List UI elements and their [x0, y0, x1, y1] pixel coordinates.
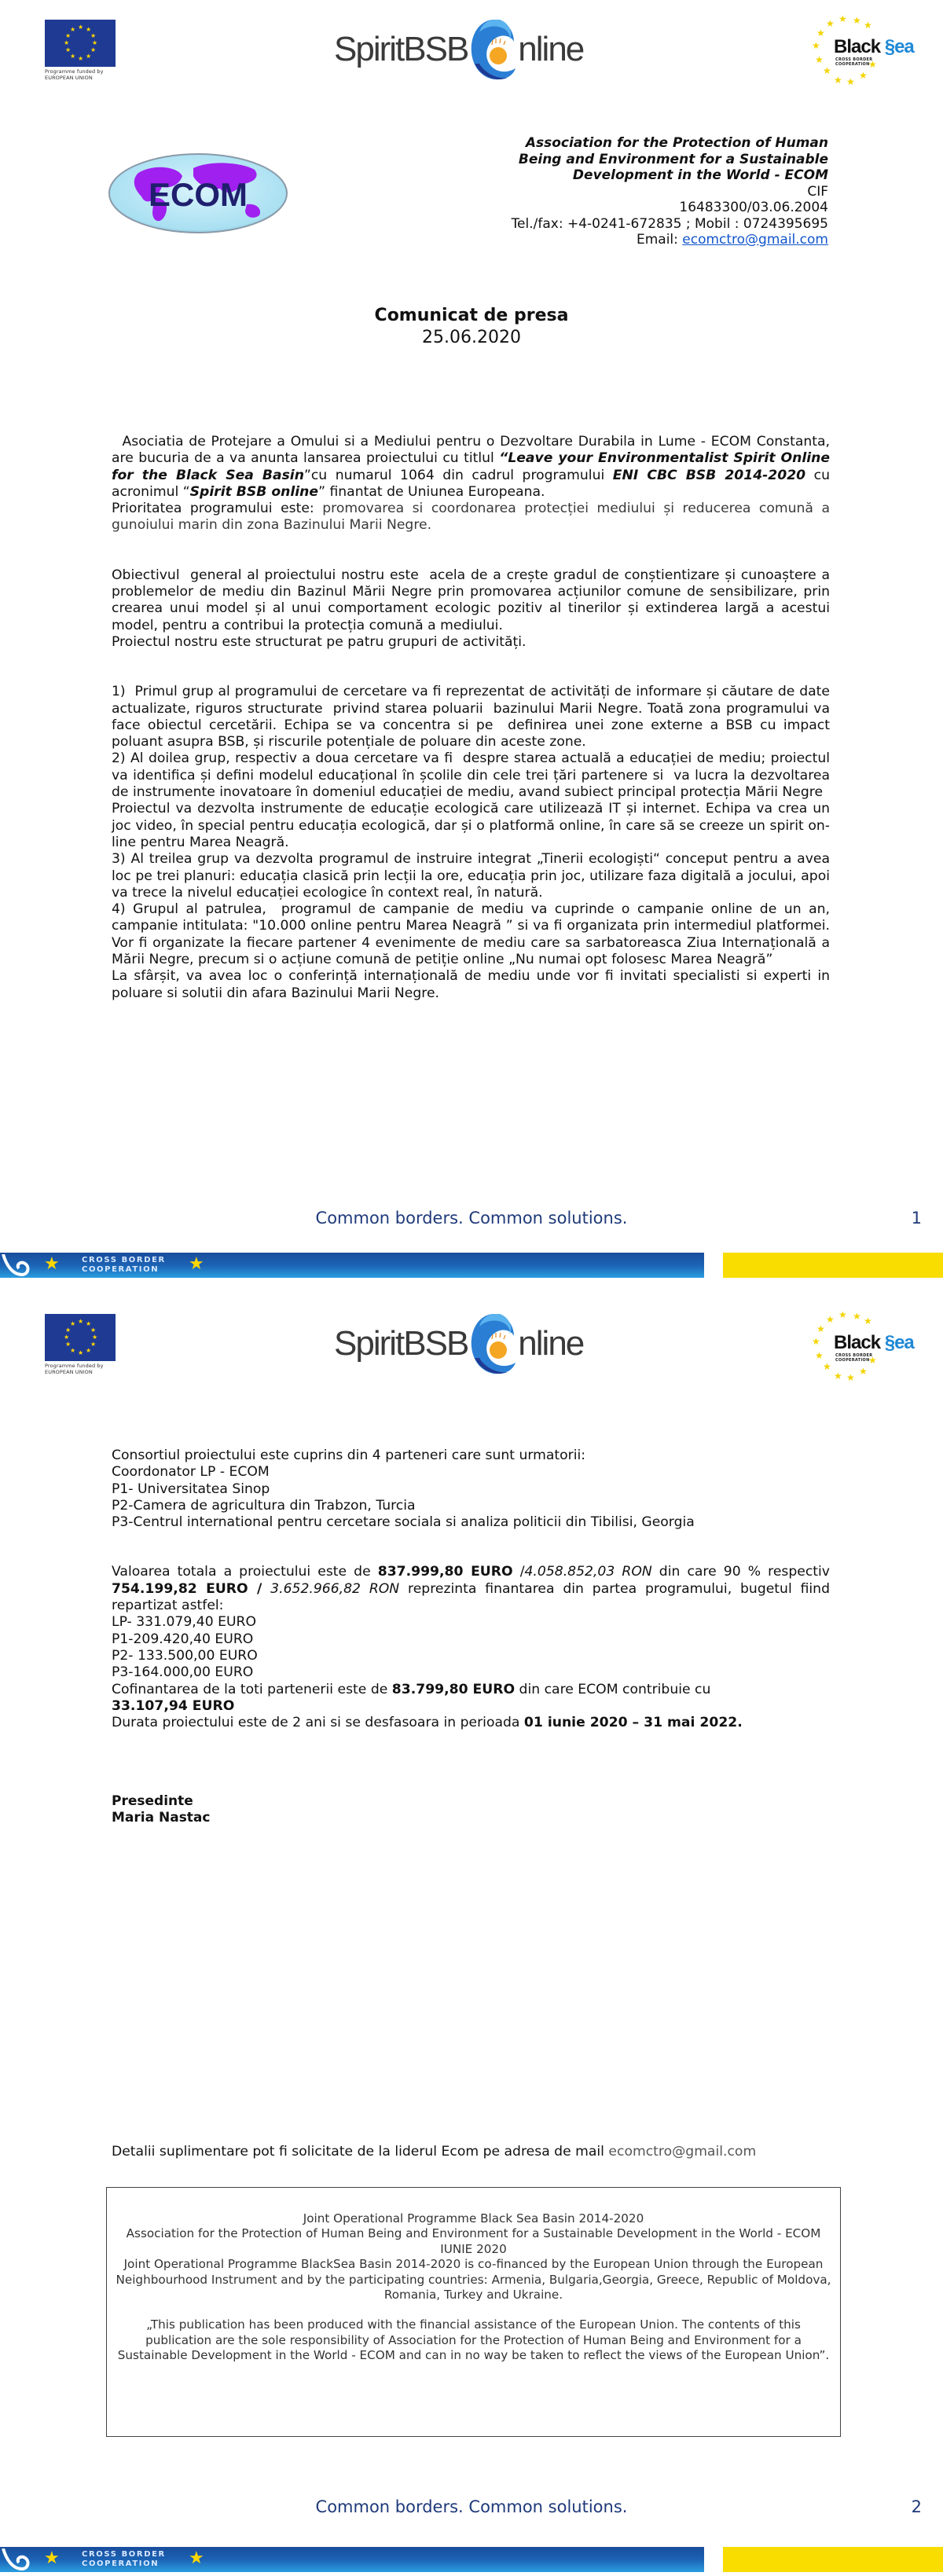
press-release-title: Comunicat de presa: [374, 306, 569, 325]
footer-yellow-band: [723, 2547, 943, 2572]
star-icon: ★: [44, 2548, 60, 2568]
svg-text:ECOM: ECOM: [149, 176, 248, 213]
activity-group-4: 4) Grupul al patrulea, programul de campanie de mediu va cuprinde o campanie online de un an, campanie intitulata: "10.000 online pentru Marea Neagră ” si va fi organizata prin intermediul platformei. Vor fi organizate la fiecare partener 4 evenimente de mediu care sa sarbatoreasca Ziua Internațională a Mării Negre, precum si o acțiune comună de petiție online „Nu numai opt folosesc Marea Neagră”: [112, 901, 835, 968]
star-icon: ★: [44, 1254, 60, 1274]
budget-allocation-p3: P3-164.000,00 EURO: [112, 1664, 254, 1681]
cif-value: 16483300/03.06.2004: [679, 200, 828, 215]
band-text: CROSS BORDER COOPERATION: [82, 1256, 166, 1274]
consortium-intro: Consortiul proiectului este cuprins din 4 parteneri care sunt urmatorii:: [112, 1448, 586, 1463]
disclaimer-organization: Association for the Protection of Human Being and Environment for a Sustainable Development in the World - ECOM: [126, 2226, 821, 2241]
disclaimer-responsibility: „This publication has been produced with the financial assistance of the European Union. The contents of this publication are the sole responsibility of Association for the Protection of Human Being and Environment for a Sustainable Development in the World - ECOM and can in no way be taken to reflect the views of the European Union”.: [117, 2317, 830, 2363]
star-icon: ★: [189, 2548, 204, 2568]
eu-flag-icon: ★ ★ ★ ★ ★ ★ ★ ★ ★ ★ ★ ★: [45, 1314, 116, 1361]
organization-info: [388, 135, 828, 248]
black-sea-subtitle: CROSS BORDER COOPERATION: [835, 57, 873, 67]
cross-border-cooperation-band: [0, 2547, 704, 2572]
contact-email[interactable]: ecomctro@gmail.com: [608, 2144, 757, 2160]
structure-paragraph: Proiectul nostru este structurat pe patru grupuri de activități.: [112, 633, 527, 650]
spiritbsb-online-logo: [334, 1310, 609, 1377]
disclaimer-cofinancing: Joint Operational Programme BlackSea Basin 2014-2020 is co-financed by the European Union through the European Neighbourhood Instrument and by the participating countries: Armenia, Bulgaria,Georgia, Greece, Republic of Moldova, Romania, Turkey and Ukraine.: [116, 2257, 831, 2303]
logo-text-right: nline: [518, 29, 584, 68]
wave-sun-icon: [468, 17, 517, 83]
press-release-body: [112, 434, 835, 1002]
objective-paragraph: Obiectivul general al proiectului nostru este acela de a crește gradul de conștientizare și cunoaștere a problemelor de mediu din Bazinul Mării Negre prin promovarea acțiunilor comune de sensibilizare, prin crearea unui model și al unui comportament ecologic pozitiv al tinerilor și extinderea largă a acestui model, pentru a contribui la protecția comună a mediului.: [112, 567, 835, 633]
footer-slogan: Common borders. Common solutions.: [315, 1209, 628, 1227]
conference-paragraph: La sfârșit, va avea loc o conferință internațională de mediu unde vor fi invitati specialisti si experti in poluare si solutii din afara Bazinului Marii Negre.: [112, 968, 830, 1001]
org-name-line: Development in the World - ECOM: [572, 167, 828, 183]
black-sea-cbc-logo: ★ ★ ★ ★ ★ ★ ★ ★ ★ ★ ★ ★ Black §ea CROSS BORDER COOPERATION: [812, 1309, 914, 1383]
consortium-section: [112, 1448, 830, 1731]
activity-group-2-tools: Proiectul va dezvolta instrumente de educație ecologică care utilizează IT și internet. Echipa va crea un joc video, în special pentru educația ecologică, dar și o platformă online, în care să se creeze un spirit on-line pentru Marea Neagră.: [112, 801, 830, 850]
document-page-1: [0, 0, 943, 1286]
star-icon: ★: [189, 1254, 204, 1274]
logo-text-left: SpiritBSB: [334, 29, 468, 68]
black-sea-wordmark: Black §ea: [834, 1332, 914, 1353]
partner-item: Coordonator LP - ECOM: [112, 1464, 270, 1481]
partner-item: P3-Centrul international pentru cercetare sociala si analiza politicii din Tibilisi, Georgia: [112, 1514, 695, 1531]
press-release-date: 25.06.2020: [422, 328, 521, 347]
black-sea-cbc-logo: ★ ★ ★ ★ ★ ★ ★ ★ ★ ★ ★ ★ Black §ea CROSS BORDER COOPERATION: [812, 13, 914, 87]
seahorse-icon: §: [880, 36, 895, 57]
ecom-logo: [107, 149, 289, 234]
eu-flag-logo: [45, 1314, 116, 1375]
priority-paragraph: Prioritatea programului este: promovarea si coordonarea protecției mediului și reducerea comună a gunoiului marin din zona Bazinului Marii Negre.: [112, 501, 830, 534]
black-sea-subtitle: CROSS BORDER COOPERATION: [835, 1353, 873, 1363]
activity-group-1: 1) Primul grup al programului de cercetare va fi reprezentat de activități de informare și căutare de date actualizate, riguros structurate privind starea poluarii bazinului Marii Negre. Toată zona programului va face obiectul cercetării. Echipa se va concentra si pe definirea unei zone externe a BSB cu impact poluant asupra BSB, și riscurile potențiale de poluare din aceste zone.: [112, 684, 835, 750]
partner-item: P2-Camera de agricultura din Trabzon, Turcia: [112, 1497, 416, 1514]
signature-name: Maria Nastac: [112, 1810, 211, 1826]
intro-paragraph: Asociatia de Protejare a Omului si a Mediului pentru o Dezvoltare Durabila in Lume - ECOM Constanta, are bucuria de a va anunta lansarea proiectului cu titlul “Leave your Environmentalist Spirit Online for the Black Sea Basin”cu numarul 1064 din cadrul programului ENI CBC BSB 2014-2020 cu acronimul “Spirit BSB online” finantat de Uniunea Europeana.: [112, 434, 835, 500]
signature-block: [112, 1793, 210, 1826]
partner-item: P1- Universitatea Sinop: [112, 1481, 270, 1497]
eu-flag-icon: ★ ★ ★ ★ ★ ★ ★ ★ ★ ★ ★ ★: [45, 20, 116, 67]
org-name-line: Being and Environment for a Sustainable: [518, 151, 828, 167]
activity-group-3: 3) Al treilea grup va dezvolta programul de instruire integrat „Tinerii ecologiști“ conceput pentru a avea loc pe trei planuri: educația clasică prin lecții la ore, educația prin joc, utilizare faza digitală a jocului, apoi va trece la nivelul educației ecologice în context real, în natură.: [112, 851, 830, 901]
logo-text-left: SpiritBSB: [334, 1323, 468, 1363]
swirl-icon: [2, 2548, 30, 2570]
signature-role: Presedinte: [112, 1793, 193, 1809]
footer-yellow-band: [723, 1253, 943, 1278]
budget-allocation-p1: P1-209.420,40 EURO: [112, 1631, 254, 1647]
cofinancing-paragraph: Cofinantarea de la toti partenerii este de 83.799,80 EURO din care ECOM contribuie cu 33.107,94 EURO: [112, 1681, 711, 1714]
wave-sun-icon: [468, 1311, 517, 1377]
cross-border-cooperation-band: [0, 1253, 704, 1278]
duration-paragraph: Durata proiectului este de 2 ani si se desfasoara in perioada 01 iunie 2020 – 31 mai 2022.: [112, 1715, 743, 1731]
cif-label: CIF: [807, 183, 828, 200]
swirl-icon: [2, 1254, 30, 1276]
budget-allocation-lp: LP- 331.079,40 EURO: [112, 1614, 257, 1631]
logo-text-right: nline: [518, 1323, 584, 1363]
black-sea-wordmark: Black §ea: [834, 36, 914, 57]
disclaimer-date: IUNIE 2020: [440, 2241, 507, 2256]
eu-disclaimer-box: [106, 2187, 841, 2437]
org-name-line: Association for the Protection of Human: [525, 135, 828, 151]
budget-paragraph: Valoarea totala a proiectului este de 837.999,80 EURO /4.058.852,03 RON din care 90 % respectiv 754.199,82 EURO / 3.652.966,82 RON reprezinta finantarea din partea programului, bugetul fiind repartizat astfel:: [112, 1564, 830, 1614]
eu-flag-caption: Programme funded by EUROPEAN UNION: [45, 68, 104, 81]
email-line: Email: ecomctro@gmail.com: [636, 232, 828, 248]
email-link[interactable]: ecomctro@gmail.com: [682, 232, 828, 248]
eu-flag-logo: [45, 20, 116, 81]
page-number: 1: [911, 1209, 922, 1227]
eu-flag-caption: Programme funded by EUROPEAN UNION: [45, 1363, 104, 1375]
disclaimer-programme: Joint Operational Programme Black Sea Basin 2014-2020: [303, 2211, 644, 2226]
band-text: CROSS BORDER COOPERATION: [82, 2550, 166, 2568]
seahorse-icon: §: [880, 1332, 895, 1353]
contact-line: Detalii suplimentare pot fi solicitate de la liderul Ecom pe adresa de mail ecomctro@gmail.com: [112, 2144, 757, 2160]
phone-line: Tel./fax: +4-0241-672835 ; Mobil : 0724395695: [511, 215, 828, 232]
spiritbsb-online-logo: [334, 16, 609, 83]
budget-allocation-p2: P2- 133.500,00 EURO: [112, 1647, 258, 1664]
activity-group-2: 2) Al doilea grup, respectiv a doua cercetare va fi despre starea actuală a educației de mediu; proiectul va identifica și defini modelul educațional în școlile din cele trei țări partenere si va lucra la dezvoltarea de instrumente inovatoare în domeniul educației de mediu, avand subiect principal protecția Mării Negre: [112, 750, 835, 801]
footer-slogan: Common borders. Common solutions.: [315, 2497, 628, 2516]
page-number: 2: [911, 2497, 922, 2516]
